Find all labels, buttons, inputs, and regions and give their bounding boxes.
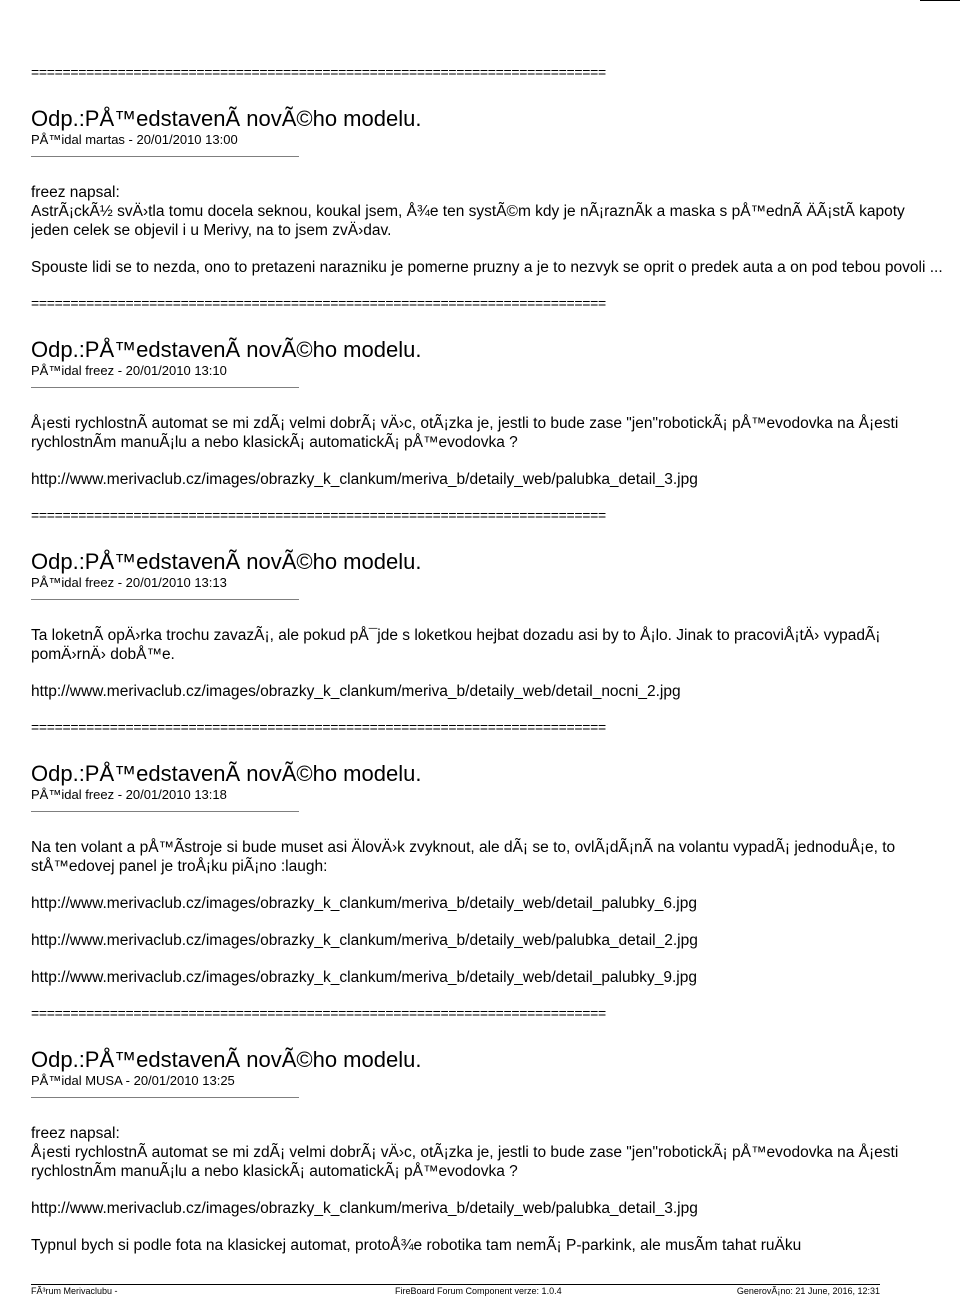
post-paragraph: Typnul bych si podle fota na klasickej automat, protoÅ¾e robotika tam nemÃ¡ P-parkink, ale musÃm tahat ruÄku [31,1237,802,1254]
post-header-rule [31,811,299,812]
forum-post [31,1047,960,1255]
post-body [31,838,960,987]
post-text-line: Å¡esti rychlostnÃ automat se mi zdÃ¡ velmi dobrÃ¡ vÄ›c, otÃ¡zka je, jestli to bude zase "jen"robotickÃ¡ pÅ™evodovka na Å¡esti [31,1144,899,1161]
post-image-link[interactable]: http://www.merivaclub.cz/images/obrazky_k_clankum/meriva_b/detaily_web/palubka_detail_3.jpg [31,1200,698,1217]
post-text-block [31,414,960,452]
post-text-line: Na ten volant a pÅ™Ãstroje si bude muset asi ÄlovÄ›k zvyknout, ale dÃ¡ se to, ovlÃ¡dÃ¡nÃ na volantu vypadÃ¡ jednoduÅ¡e, to [31,839,896,856]
forum-post [31,106,960,277]
post-text-line: freez napsal: [31,184,120,201]
post-image-link[interactable]: http://www.merivaclub.cz/images/obrazky_k_clankum/meriva_b/detaily_web/palubka_detail_3.jpg [31,471,698,488]
post-author-date: PÅ™idal freez - 20/01/2010 13:18 [31,787,227,802]
post-header-rule [31,599,299,600]
post-body [31,183,960,277]
post-author-date: PÅ™idal freez - 20/01/2010 13:10 [31,363,227,378]
post-text-block [31,1124,960,1181]
post-text-line: AstrÃ¡ckÃ½ svÄ›tla tomu docela seknou, koukal jsem, Å¾e ten systÃ©m kdy je nÃ¡raznÃk a maska s pÅ™ednÃ ÄÃ¡stÃ kapoty [31,203,905,220]
post-text-line: rychlostnÃm manuÃ¡lu a nebo klasickÃ¡ automatickÃ¡ pÅ™evodovka ? [31,434,518,451]
post-title[interactable]: Odp.:PÅ™edstavenÃ novÃ©ho modelu. [31,106,422,131]
post-text-block [31,838,960,876]
post-body [31,1124,960,1255]
post-text-line: jeden celek se objevil i u Merivy, na to jsem zvÄ›dav. [31,222,392,239]
post-author-date: PÅ™idal martas - 20/01/2010 13:00 [31,132,238,147]
post-title[interactable]: Odp.:PÅ™edstavenÃ novÃ©ho modelu. [31,549,422,574]
post-body [31,626,960,701]
post-header-rule [31,387,299,388]
post-paragraph: Spouste lidi se to nezda, ono to pretazeni narazniku je pomerne pruzny a je to nezvyk se oprit o predek auta a on pod tebou povoli ... [31,259,943,276]
post-title[interactable]: Odp.:PÅ™edstavenÃ novÃ©ho modelu. [31,337,422,362]
forum-post [31,337,960,489]
footer-generated-date: GenerovÃ¡no: 21 June, 2016, 12:31 [736,1286,880,1296]
footer-component-version: FireBoard Forum Component verze: 1.0.4 [395,1286,562,1296]
post-image-link[interactable]: http://www.merivaclub.cz/images/obrazky_k_clankum/meriva_b/detaily_web/detail_palubky_6.jpg [31,895,697,912]
forum-post [31,761,960,987]
post-text-block [31,626,960,664]
post-image-link[interactable]: http://www.merivaclub.cz/images/obrazky_k_clankum/meriva_b/detaily_web/detail_palubky_9.jpg [31,969,697,986]
post-text-line: stÅ™edovej panel je troÅ¡ku piÃ¡no :laugh: [31,858,328,875]
post-text-line: Ta loketnÃ opÄ›rka trochu zavazÃ¡, ale pokud pÅ¯jde s loketkou hejbat dozadu asi by to Å¡lo. Jinak to pracoviÅ¡tÄ› vypadÃ¡ [31,627,881,644]
post-separator: ========================================================================= [31,64,606,80]
post-image-link[interactable]: http://www.merivaclub.cz/images/obrazky_k_clankum/meriva_b/detaily_web/detail_nocni_2.jpg [31,683,681,700]
page-footer [31,1284,880,1298]
post-author-date: PÅ™idal MUSA - 20/01/2010 13:25 [31,1073,235,1088]
post-title[interactable]: Odp.:PÅ™edstavenÃ novÃ©ho modelu. [31,761,422,786]
post-title[interactable]: Odp.:PÅ™edstavenÃ novÃ©ho modelu. [31,1047,422,1072]
post-separator: ========================================================================= [31,719,606,735]
forum-thread [31,64,960,1273]
post-header-rule [31,156,299,157]
post-header-rule [31,1097,299,1098]
post-separator: ========================================================================= [31,507,606,523]
post-text-line: rychlostnÃm manuÃ¡lu a nebo klasickÃ¡ automatickÃ¡ pÅ™evodovka ? [31,1163,518,1180]
post-text-block [31,183,960,240]
post-separator: ========================================================================= [31,1005,606,1021]
post-separator: ========================================================================= [31,295,606,311]
post-author-date: PÅ™idal freez - 20/01/2010 13:13 [31,575,227,590]
post-body [31,414,960,489]
post-image-link[interactable]: http://www.merivaclub.cz/images/obrazky_k_clankum/meriva_b/detaily_web/palubka_detail_2.jpg [31,932,698,949]
post-text-line: Å¡esti rychlostnÃ automat se mi zdÃ¡ velmi dobrÃ¡ vÄ›c, otÃ¡zka je, jestli to bude zase "jen"robotickÃ¡ pÅ™evodovka na Å¡esti [31,415,899,432]
post-text-line: pomÄ›rnÄ› dobÅ™e. [31,646,175,663]
forum-post [31,549,960,701]
footer-forum-name: FÃ³rum Merivaclubu - [31,1286,118,1296]
post-text-line: freez napsal: [31,1125,120,1142]
